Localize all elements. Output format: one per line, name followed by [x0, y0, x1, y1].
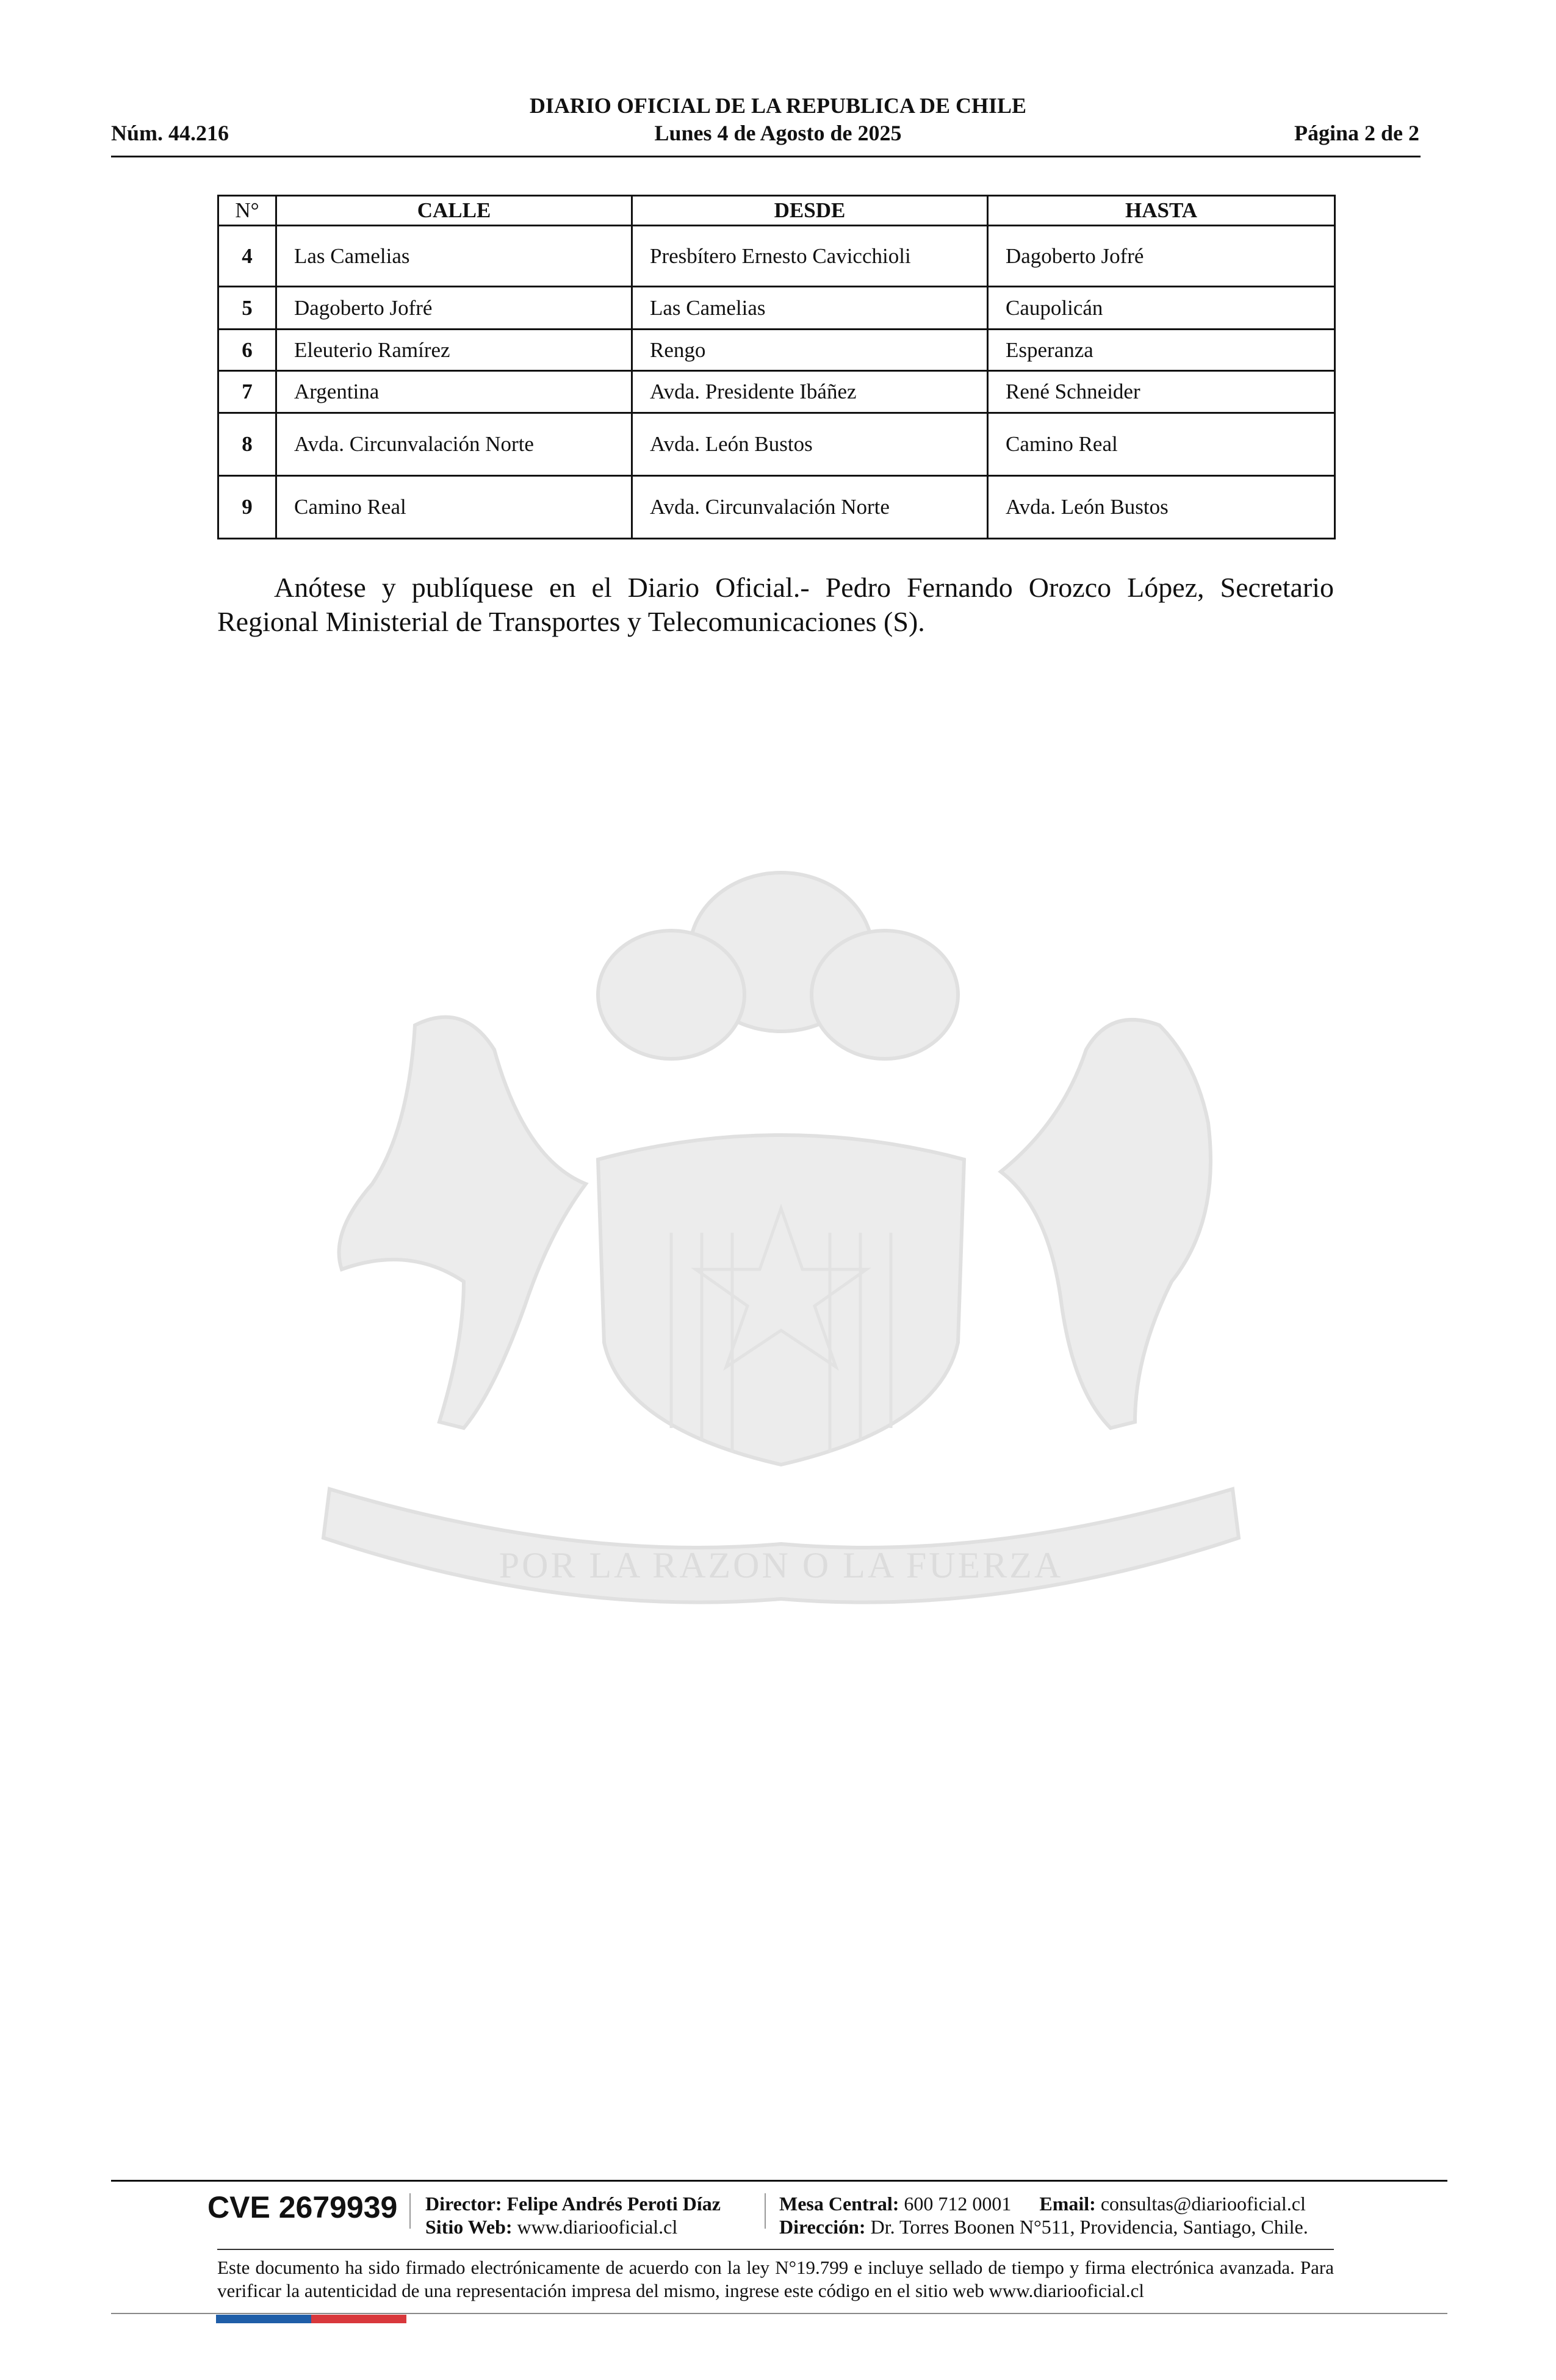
director-value: Felipe Andrés Peroti Díaz: [506, 2193, 721, 2215]
footer-divider-top: [111, 2180, 1447, 2182]
flag-stripe-red: [311, 2315, 406, 2323]
row-num: 6: [218, 330, 276, 371]
table-row: [218, 371, 1335, 413]
row-num: 8: [218, 413, 276, 476]
footer-divider-bottom: [111, 2313, 1447, 2314]
email-link[interactable]: consultas@diariooficial.cl: [1100, 2193, 1306, 2215]
row-calle: Avda. Circunvalación Norte: [276, 413, 632, 476]
phone-label: Mesa Central:: [779, 2193, 899, 2215]
row-calle: Camino Real: [276, 476, 632, 539]
issue-number: Núm. 44.216: [111, 121, 229, 145]
footer-separator: [409, 2193, 411, 2229]
plume-right: [812, 931, 958, 1059]
contact-block: [779, 2192, 1308, 2238]
row-calle: Argentina: [276, 371, 632, 413]
motto-text: POR LA RAZON O LA FUERZA: [499, 1545, 1064, 1585]
row-num: 9: [218, 476, 276, 539]
website-label: Sitio Web:: [425, 2216, 513, 2238]
row-num: 7: [218, 371, 276, 413]
table-row: [218, 330, 1335, 371]
row-calle: Eleuterio Ramírez: [276, 330, 632, 371]
publication-date: Lunes 4 de Agosto de 2025: [654, 121, 902, 145]
website-link[interactable]: www.diariooficial.cl: [517, 2216, 678, 2238]
row-desde: Rengo: [632, 330, 988, 371]
row-hasta: Esperanza: [988, 330, 1335, 371]
cve-code: CVE 2679939: [207, 2190, 398, 2224]
condor: [1001, 1020, 1211, 1428]
row-desde: Avda. Presidente Ibáñez: [632, 371, 988, 413]
header-divider: [111, 156, 1421, 157]
shield: [598, 1135, 964, 1465]
phone-value: 600 712 0001: [904, 2193, 1012, 2215]
col-header-num: N°: [218, 196, 276, 226]
row-desde: Las Camelias: [632, 287, 988, 330]
streets-table: [217, 195, 1336, 539]
closing-paragraph: Anótese y publíquese en el Diario Oficial.- Pedro Fernando Orozco López, Secretario Regional Ministerial de Transportes y Telecomunicaciones (S).: [217, 572, 1334, 637]
address-label: Dirección:: [779, 2216, 866, 2238]
row-calle: Dagoberto Jofré: [276, 287, 632, 330]
table-row: [218, 226, 1335, 287]
row-hasta: René Schneider: [988, 371, 1335, 413]
director-label: Director:: [425, 2193, 502, 2215]
row-desde: Avda. Circunvalación Norte: [632, 476, 988, 539]
row-num: 5: [218, 287, 276, 330]
col-header-calle: CALLE: [276, 196, 632, 226]
director-block: [425, 2192, 721, 2238]
row-num: 4: [218, 226, 276, 287]
email-label: Email:: [1039, 2193, 1096, 2215]
address-value: Dr. Torres Boonen N°511, Providencia, Santiago, Chile.: [870, 2216, 1308, 2238]
row-desde: Avda. León Bustos: [632, 413, 988, 476]
coat-of-arms-watermark: [207, 842, 1355, 1666]
table-header-row: [218, 196, 1335, 226]
table-row: [218, 413, 1335, 476]
col-header-hasta: HASTA: [988, 196, 1335, 226]
row-hasta: Camino Real: [988, 413, 1335, 476]
table-row: [218, 287, 1335, 330]
page-indicator: Página 2 de 2: [1294, 121, 1419, 145]
row-calle: Las Camelias: [276, 226, 632, 287]
flag-stripe-blue: [216, 2315, 311, 2323]
publication-title: DIARIO OFICIAL DE LA REPUBLICA DE CHILE: [529, 93, 1027, 118]
row-desde: Presbítero Ernesto Cavicchioli: [632, 226, 988, 287]
table-row: [218, 476, 1335, 539]
huemul: [339, 1017, 586, 1428]
plume-left: [598, 931, 744, 1059]
row-hasta: Avda. León Bustos: [988, 476, 1335, 539]
footer-separator: [765, 2193, 766, 2229]
row-hasta: Dagoberto Jofré: [988, 226, 1335, 287]
col-header-desde: DESDE: [632, 196, 988, 226]
footer-divider-mid: [217, 2249, 1334, 2250]
legal-notice: Este documento ha sido firmado electrónicamente de acuerdo con la ley N°19.799 e incluye sellado de tiempo y firma electrónica avanzada. Para verificar la autenticidad de una representación impresa del mismo, ingrese este código en el sitio web www.diariooficial.cl: [217, 2257, 1334, 2301]
row-hasta: Caupolicán: [988, 287, 1335, 330]
